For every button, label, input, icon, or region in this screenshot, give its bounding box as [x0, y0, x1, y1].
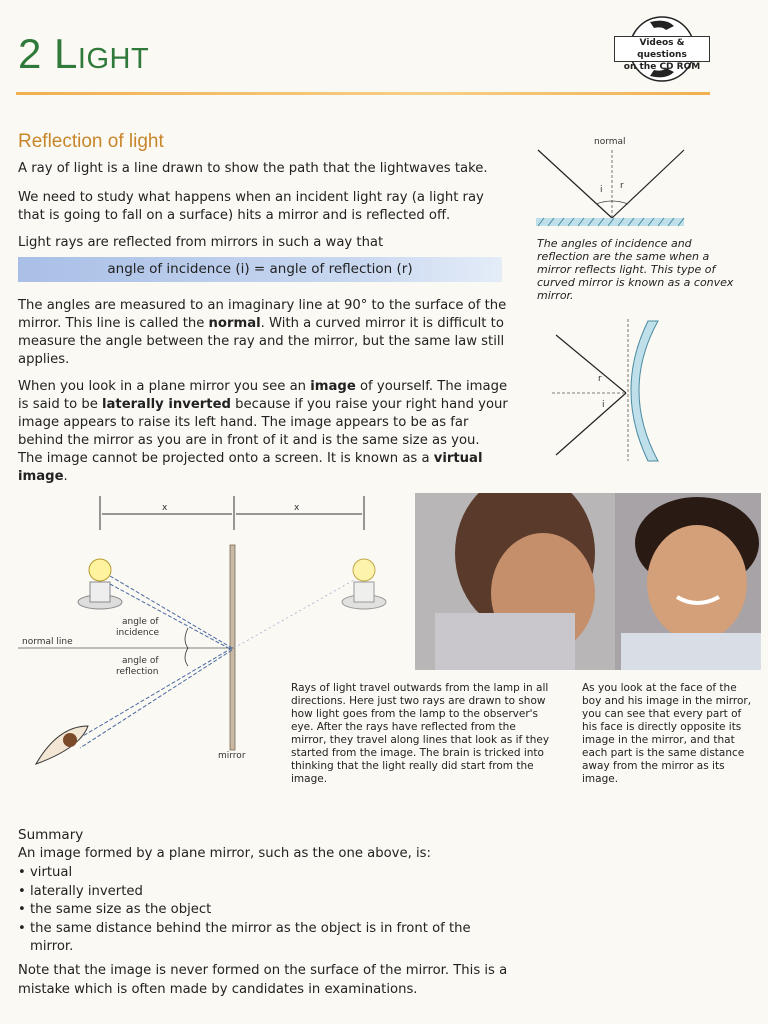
plane-mirror-diagram [530, 130, 700, 230]
summary-list [18, 864, 478, 957]
section-heading: Reflection of light [18, 131, 164, 152]
mirror-photo [415, 493, 761, 670]
chapter-title [18, 30, 149, 78]
eye-icon [36, 726, 88, 764]
distance-x-left: x [162, 503, 168, 513]
convex-mirror-diagram [548, 315, 668, 465]
caption-plane-mirror: The angles of incidence and reflection are the same when a mirror reflects light. This type of curved mirror is known as a convex mirror. [537, 237, 734, 302]
cd-badge-line1: Videos & questions [637, 38, 687, 60]
summary-intro: An image formed by a plane mirror, such as the one above, is: [18, 846, 431, 861]
normal-paragraph [18, 297, 508, 369]
angle-incidence-line1: angle of [122, 617, 159, 627]
chapter-name: Light [54, 30, 150, 77]
image-text-d: . [63, 469, 68, 484]
summary-item-laterally-inverted: • laterally inverted [18, 883, 478, 902]
caption-photo: As you look at the face of the boy and his image in the mirror, you can see that every part of his face is directly opposite its image in the mirror, and that each part is the same distance away from the mirror as its image. [582, 682, 752, 785]
caption-lamp-diagram: Rays of light travel outwards from the lamp in all directions. Here just two rays are drawn to show how light goes from the lamp to the observer's eye. After the rays have reflected from the mirror, they travel along lines that look as if they started from the image. The brain is tricked into thinking that the light really did start from the image. [291, 682, 550, 785]
intro-paragraph-3: Light rays are reflected from mirrors in such a way that [18, 235, 384, 250]
virtual-image-term: virtual image [18, 451, 483, 484]
distance-x-right: x [294, 503, 300, 513]
image-term: image [310, 379, 356, 394]
normal-line-label: normal line [22, 637, 73, 647]
laterally-inverted-term: laterally inverted [102, 397, 231, 412]
image-text-b: of yourself. The image is said to be [18, 379, 508, 412]
summary-item-virtual: • virtual [18, 864, 478, 883]
note-paragraph: Note that the image is never formed on the surface of the mirror. This is a mistake which is often made by candidates in examinations. [18, 963, 508, 997]
summary-item-same-size: • the same size as the object [18, 901, 478, 920]
r-label: r [620, 181, 624, 191]
lamp-object [78, 559, 122, 609]
normal-text-b: . With a curved mirror it is difficult to measure the angle between the ray and the mirror, but the same law still applies. [18, 316, 505, 367]
summary-item-same-distance: • the same distance behind the mirror as the object is in front of the mirror. [18, 920, 478, 957]
chapter-number: 2 [18, 30, 42, 77]
image-text-a: When you look in a plane mirror you see an [18, 379, 311, 394]
image-text-c: because if you raise your right hand your image appears to raise its left hand. The image appears to be as far behind the mirror as you are in front of it and is the same size as you. The image cannot be projected onto a screen. It is known as a [18, 397, 508, 466]
i-label: i [600, 185, 603, 195]
normal-text-a: The angles are measured to an imaginary line at 90° to the surface of the mirror. This line is called the [18, 298, 507, 331]
summary-heading: Summary [18, 827, 84, 843]
title-rule [16, 92, 710, 95]
angle-reflection-line2: reflection [116, 667, 159, 677]
mirror-label: mirror [218, 751, 246, 761]
law-of-reflection: angle of incidence (i) = angle of reflection (r) [18, 257, 502, 282]
angle-reflection-line1: angle of [122, 656, 159, 666]
normal-label: normal [594, 137, 626, 147]
cd-badge-line2: on the CD ROM [623, 62, 701, 72]
cd-rom-badge[interactable] [614, 36, 710, 72]
curved-r-label: r [598, 374, 602, 384]
image-paragraph [18, 378, 508, 486]
angle-incidence-line2: incidence [116, 628, 160, 638]
lamp-image [342, 559, 386, 609]
curved-i-label: i [602, 400, 605, 410]
intro-paragraph-2: We need to study what happens when an incident light ray (a light ray that is going to fall on a surface) hits a mirror and is reflected off. [18, 190, 484, 223]
intro-paragraph-1: A ray of light is a line drawn to show the path that the lightwaves take. [18, 161, 488, 176]
normal-term: normal [208, 316, 261, 331]
